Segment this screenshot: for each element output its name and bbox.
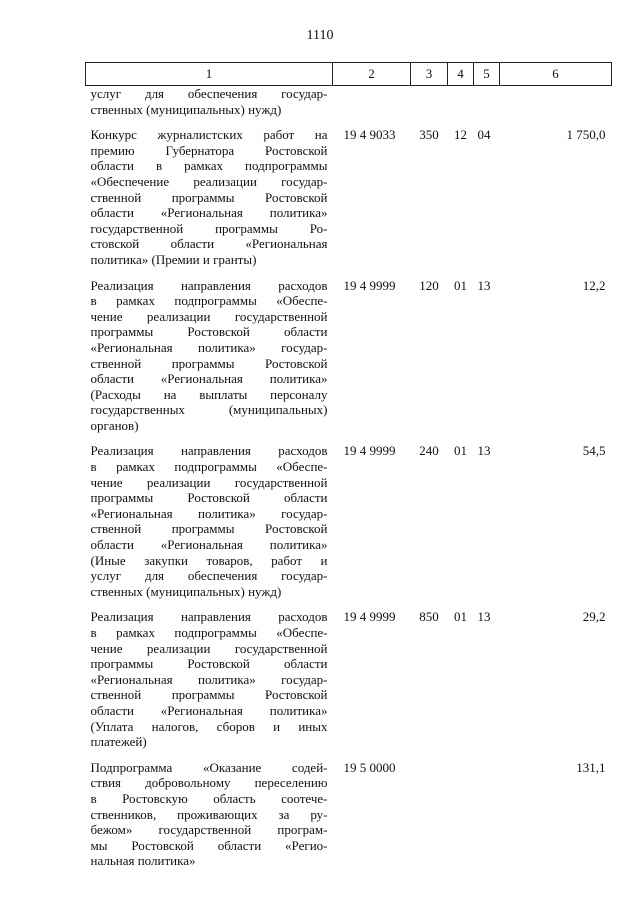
expense-name-line: мы Ростовской области «Регио- [90, 837, 328, 853]
amount-cell: 12,2 [582, 277, 606, 293]
expense-name-line: области «Региональная политика» [90, 537, 328, 553]
expense-name-line: области «Региональная политика» [90, 371, 328, 387]
expense-name-line: чение реализации государственной [90, 640, 328, 656]
expense-name-line: органов) [90, 417, 139, 433]
table-header-row [86, 63, 612, 86]
table-row [86, 609, 612, 749]
table-row [86, 86, 612, 118]
column-header: 6 [500, 63, 612, 86]
expense-name-line: Реализация направления расходов [90, 277, 328, 293]
page-number: 1110 [306, 28, 334, 43]
expense-name-line: ственной программы Ростовской [90, 355, 328, 371]
expense-name-line: в рамках подпрограммы «Обеспе- [90, 625, 328, 640]
section-cell: 12 [454, 127, 467, 143]
subsection-cell: 04 [477, 127, 491, 143]
section-cell [448, 760, 474, 869]
amount-cell [500, 86, 612, 118]
row-spacer [86, 599, 612, 609]
row-spacer [86, 117, 612, 127]
expense-name-line: «Региональная политика» государ- [90, 505, 328, 521]
expense-name-line: бежом» государственной програм- [90, 822, 328, 838]
expense-name-line: политика» (Премии и гранты) [90, 251, 257, 267]
expense-name-line: в рамках подпрограммы «Обеспе- [90, 293, 328, 309]
expense-name-line: области «Региональная политика» [90, 205, 328, 221]
expense-name-line: «Обеспечение реализации государ- [90, 173, 328, 189]
expense-name-cell [86, 443, 333, 599]
subsection-cell [474, 760, 500, 869]
expense-name-line: государственных (муниципальных) [90, 402, 328, 418]
column-header: 2 [333, 63, 411, 86]
expense-type-cell: 120 [419, 277, 439, 293]
expense-name-line: области «Региональная политика» [90, 702, 328, 718]
expense-name-line: чение реализации государственной [90, 474, 328, 490]
expense-type-cell: 240 [419, 443, 439, 459]
expense-name-line: Реализация направления расходов [90, 609, 328, 625]
column-header: 3 [411, 63, 448, 86]
expense-name-cell [86, 86, 333, 118]
expense-name-line: Конкурс журналистских работ на [90, 127, 328, 143]
expense-name-line: услуг для обеспечения государ- [90, 568, 328, 584]
table-body [86, 86, 612, 869]
amount-cell: 131,1 [576, 759, 606, 775]
expense-name-line: (Расходы на выплаты персоналу [90, 386, 328, 402]
expense-name-line: стовской области «Региональная [90, 236, 328, 252]
target-article-cell: 19 5 0000 [343, 759, 396, 775]
column-header: 5 [474, 63, 500, 86]
amount-cell: 29,2 [582, 609, 606, 625]
expense-name-cell [86, 278, 333, 434]
row-spacer [86, 750, 612, 760]
expense-name-cell [86, 609, 333, 749]
table-row [86, 760, 612, 869]
row-spacer [86, 433, 612, 443]
expense-name-cell [86, 760, 333, 869]
expense-name-line: услуг для обеспечения государ- [90, 86, 328, 101]
expense-name-line: премию Губернатора Ростовской [90, 142, 328, 158]
expense-name-line: ственной программы Ростовской [90, 687, 328, 703]
expense-name-line: (Иные закупки товаров, работ и [90, 552, 328, 568]
expense-name-line: ственных (муниципальных) нужд) [90, 583, 282, 599]
expense-name-line: чение реализации государственной [90, 308, 328, 324]
target-article-cell: 19 4 9033 [343, 127, 396, 143]
expense-name-line: программы Ростовской области [90, 656, 328, 672]
table-row [86, 278, 612, 434]
table-row [86, 443, 612, 599]
section-cell: 01 [454, 609, 467, 625]
expense-name-line: ственной программы Ростовской [90, 189, 328, 205]
expense-type-cell [411, 760, 448, 869]
expense-name-line: ствия добровольному переселению [90, 775, 328, 791]
expense-name-line: области в рамках подпрограммы [90, 158, 328, 174]
expense-name-line: государственной программы Ро- [90, 220, 328, 236]
section-cell: 01 [454, 277, 467, 293]
expense-name-line: ственных (муниципальных) нужд) [90, 101, 282, 117]
section-cell: 01 [454, 443, 467, 459]
budget-table [85, 62, 612, 869]
expense-name-line: ственной программы Ростовской [90, 521, 328, 537]
section-cell [448, 86, 474, 118]
expense-name-cell [86, 127, 333, 267]
expense-name-line: «Региональная политика» государ- [90, 671, 328, 687]
subsection-cell [474, 86, 500, 118]
target-article-cell: 19 4 9999 [343, 443, 396, 459]
expense-name-line: «Региональная политика» государ- [90, 339, 328, 355]
expense-name-line: ственников, проживающих за ру- [90, 806, 328, 822]
expense-name-line: Реализация направления расходов [90, 443, 328, 459]
target-article-cell: 19 4 9999 [343, 609, 396, 625]
subsection-cell: 13 [477, 277, 491, 293]
amount-cell: 1 750,0 [566, 127, 606, 143]
amount-cell: 54,5 [582, 443, 606, 459]
expense-name-line: в Ростовскую область соотече- [90, 790, 328, 806]
row-spacer [86, 268, 612, 278]
target-article-cell: 19 4 9999 [343, 277, 396, 293]
column-header: 4 [448, 63, 474, 86]
expense-name-line: программы Ростовской области [90, 324, 328, 340]
expense-name-line: (Уплата налогов, сборов и иных [90, 718, 328, 734]
expense-name-line: Подпрограмма «Оказание содей- [90, 759, 328, 775]
subsection-cell: 13 [477, 609, 491, 625]
expense-type-cell [411, 86, 448, 118]
expense-type-cell: 350 [419, 127, 439, 143]
expense-name-line: нальная политика» [90, 853, 196, 869]
expense-name-line: программы Ростовской области [90, 490, 328, 506]
table-row [86, 127, 612, 267]
expense-type-cell: 850 [419, 609, 439, 625]
expense-name-line: в рамках подпрограммы «Обеспе- [90, 459, 328, 475]
column-header: 1 [86, 63, 333, 86]
target-article-cell [333, 86, 411, 118]
expense-name-line: платежей) [90, 734, 147, 750]
subsection-cell: 13 [477, 443, 491, 459]
